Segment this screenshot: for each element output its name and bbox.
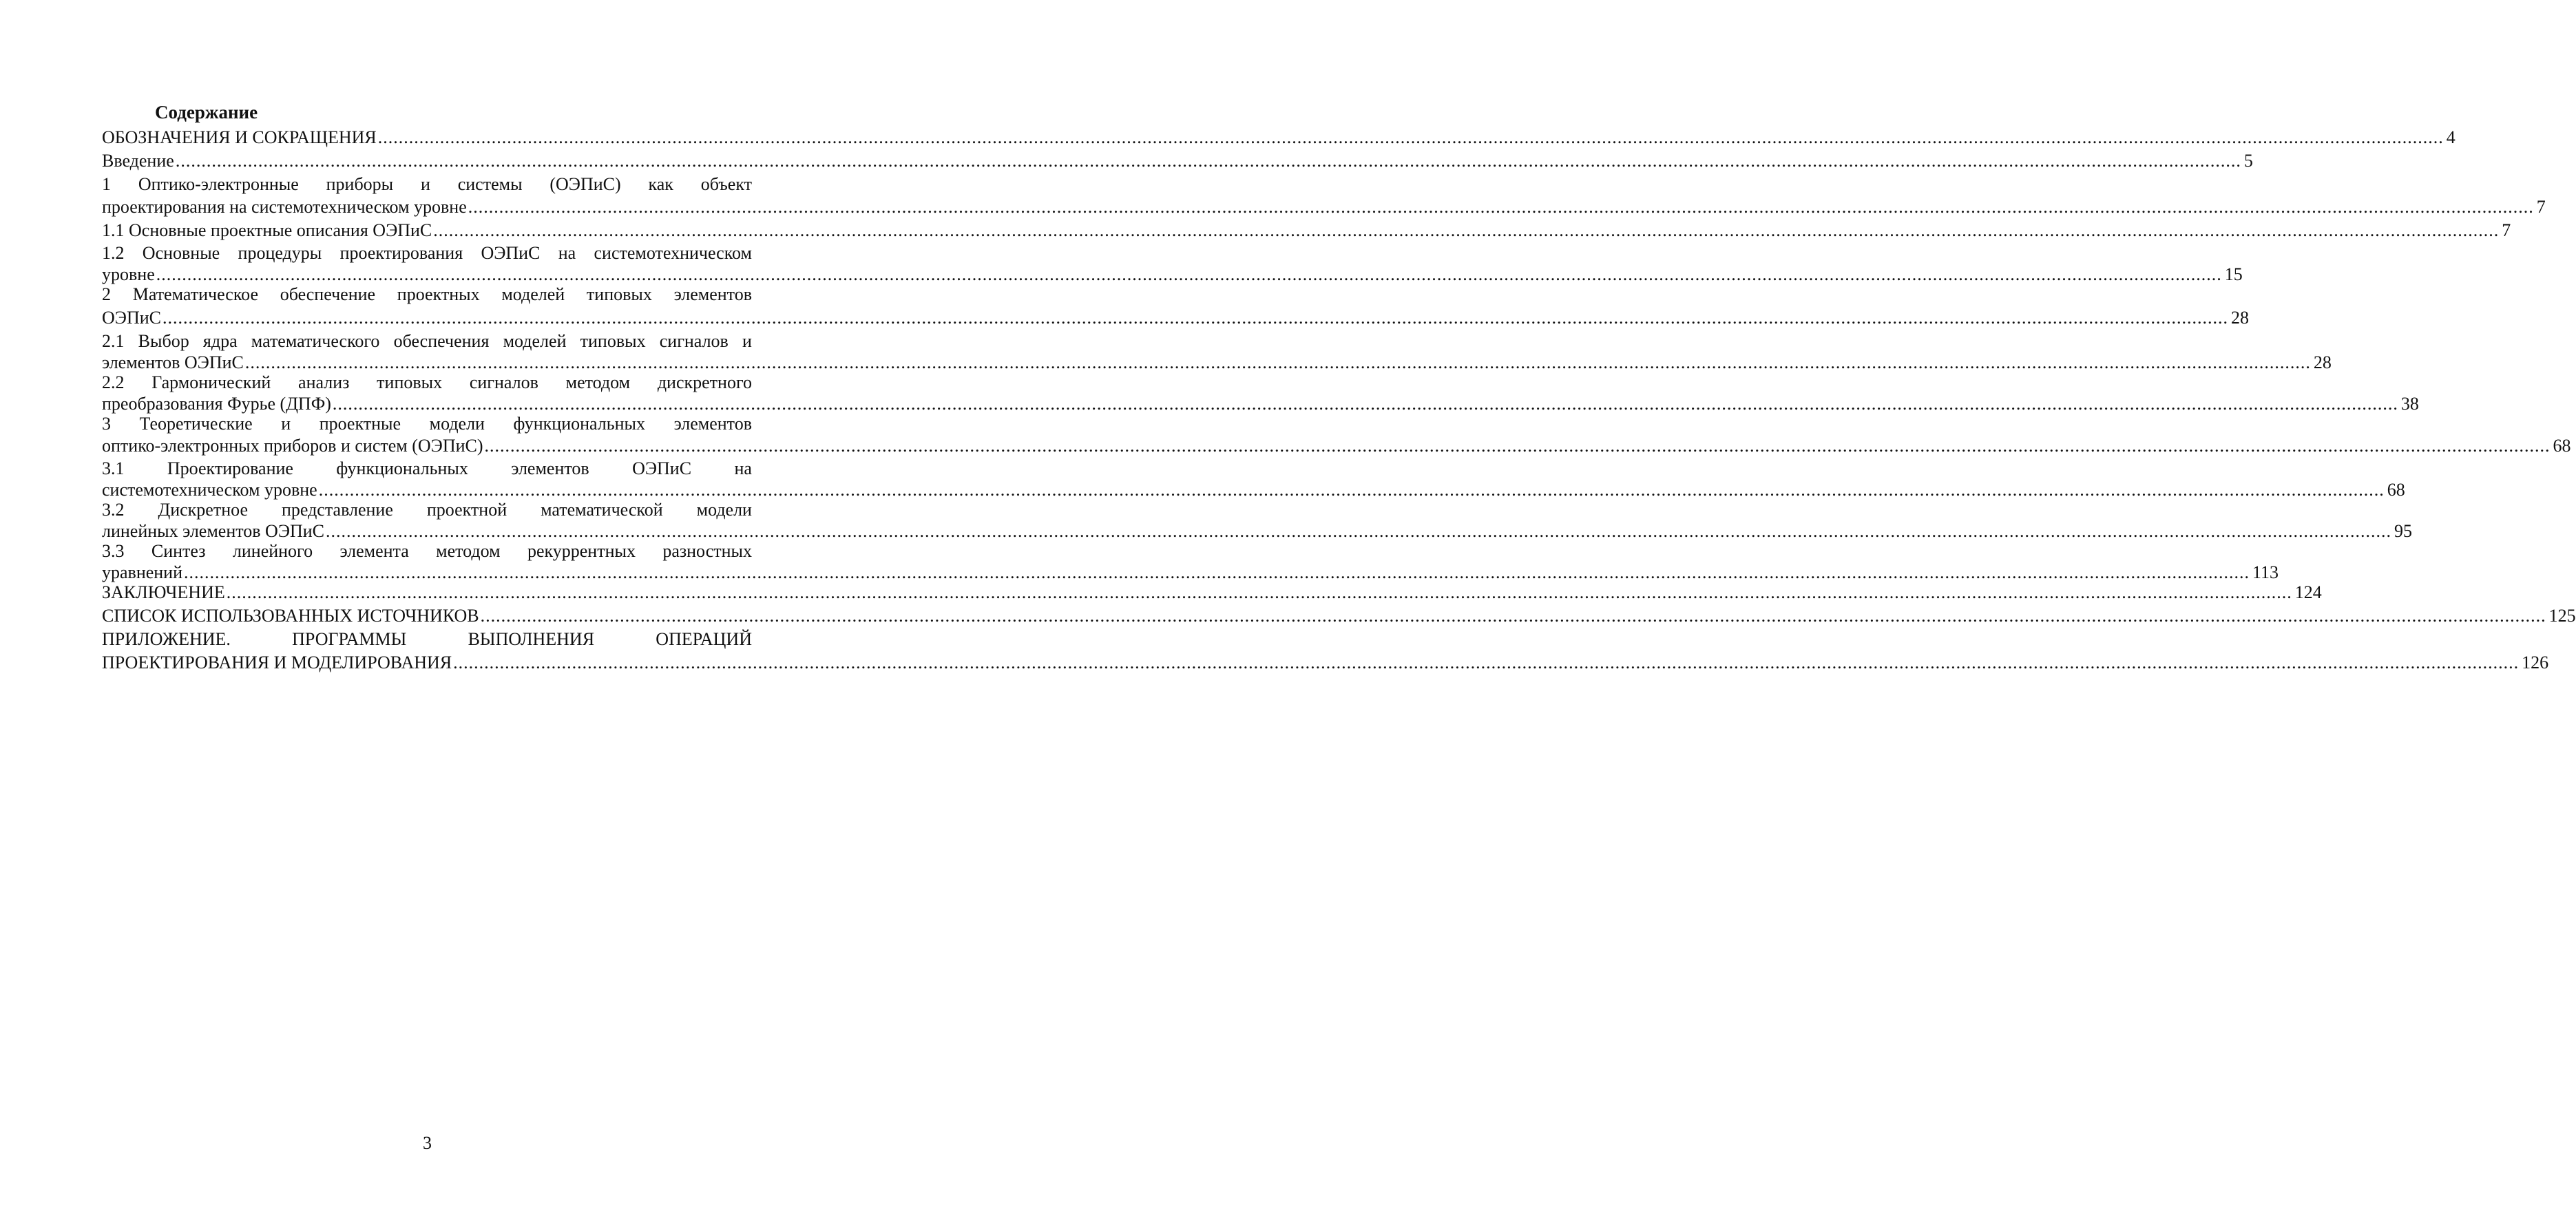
toc-entry-line bbox=[102, 604, 2576, 628]
toc-entry-line bbox=[102, 651, 2549, 675]
dot-leader: ................................................................................................................................................................................................................................................................................................................................................................................................................ bbox=[162, 308, 2228, 328]
toc-entry-line bbox=[102, 306, 2249, 330]
toc-entry-line: ПРИЛОЖЕНИЕ. ПРОГРАММЫ ВЫПОЛНЕНИЯ ОПЕРАЦИЙ bbox=[102, 629, 752, 649]
toc-page-number: 113 bbox=[2252, 562, 2279, 582]
toc-entry-text: СПИСОК ИСПОЛЬЗОВАННЫХ ИСТОЧНИКОВ bbox=[102, 606, 479, 626]
toc-entry-line bbox=[102, 126, 2455, 149]
toc-page-number: 68 bbox=[2553, 436, 2571, 456]
dot-leader: ................................................................................................................................................................................................................................................................................................................................................................................................................ bbox=[175, 151, 2241, 171]
toc-entry-text: уровне bbox=[102, 264, 155, 284]
toc-entry-line bbox=[102, 149, 2253, 173]
toc-entry-text: ОБОЗНАЧЕНИЯ И СОКРАЩЕНИЯ bbox=[102, 127, 377, 147]
dot-leader: ................................................................................................................................................................................................................................................................................................................................................................................................................ bbox=[184, 562, 2250, 582]
toc-page-number: 7 bbox=[2536, 197, 2546, 217]
page-number: 3 bbox=[423, 1133, 432, 1153]
dot-leader: ................................................................................................................................................................................................................................................................................................................................................................................................................ bbox=[156, 264, 2222, 284]
toc-entry-text: системотехническом уровне bbox=[102, 480, 317, 500]
toc-page-number: 4 bbox=[2446, 127, 2455, 147]
dot-leader: ................................................................................................................................................................................................................................................................................................................................................................................................................ bbox=[318, 480, 2385, 500]
toc-page-number: 125 bbox=[2548, 606, 2576, 626]
toc-page-number: 28 bbox=[2313, 352, 2332, 372]
dot-leader: ................................................................................................................................................................................................................................................................................................................................................................................................................ bbox=[332, 394, 2398, 414]
toc-entry-line: 3.1 Проектирование функциональных элементов ОЭПиС на bbox=[102, 458, 752, 478]
toc-entry-text: ОЭПиС bbox=[102, 308, 161, 328]
toc-entry-line: 2 Математическое обеспечение проектных моделей типовых элементов bbox=[102, 284, 752, 304]
dot-leader: ................................................................................................................................................................................................................................................................................................................................................................................................................ bbox=[468, 197, 2534, 217]
dot-leader: ................................................................................................................................................................................................................................................................................................................................................................................................................ bbox=[480, 606, 2546, 626]
toc-entry-text: ЗАКЛЮЧЕНИЕ bbox=[102, 582, 225, 602]
dot-leader: ................................................................................................................................................................................................................................................................................................................................................................................................................ bbox=[377, 127, 2444, 147]
toc-entry-line: 3.3 Синтез линейного элемента методом рекуррентных разностных bbox=[102, 541, 752, 561]
toc-entry-line: 1.2 Основные процедуры проектирования ОЭПиС на системотехническом bbox=[102, 243, 752, 263]
toc-entry-line: 3.2 Дискретное представление проектной математической модели bbox=[102, 500, 752, 520]
dot-leader: ................................................................................................................................................................................................................................................................................................................................................................................................................ bbox=[484, 436, 2551, 456]
toc-entry-text: Введение bbox=[102, 151, 174, 171]
toc-page-number: 15 bbox=[2224, 264, 2243, 284]
toc-entry-text: уравнений bbox=[102, 562, 183, 582]
toc-entry-text: 1.1 Основные проектные описания ОЭПиС bbox=[102, 220, 432, 240]
toc-entry-line bbox=[102, 581, 2322, 604]
dot-leader: ................................................................................................................................................................................................................................................................................................................................................................................................................ bbox=[433, 220, 2500, 240]
toc-page-number: 68 bbox=[2387, 480, 2405, 500]
dot-leader: ................................................................................................................................................................................................................................................................................................................................................................................................................ bbox=[226, 582, 2292, 602]
toc-page-number: 7 bbox=[2502, 220, 2511, 240]
toc-entry-line: 1 Оптико-электронные приборы и системы (ОЭПиС) как объект bbox=[102, 174, 752, 194]
dot-leader: ................................................................................................................................................................................................................................................................................................................................................................................................................ bbox=[244, 352, 2311, 372]
toc-page-number: 95 bbox=[2394, 521, 2413, 541]
toc-entry-line bbox=[102, 219, 2511, 242]
dot-leader: ................................................................................................................................................................................................................................................................................................................................................................................................................ bbox=[326, 521, 2392, 541]
dot-leader: ................................................................................................................................................................................................................................................................................................................................................................................................................ bbox=[453, 653, 2520, 672]
toc-entry-line bbox=[102, 434, 2571, 458]
toc-page-number: 5 bbox=[2243, 151, 2253, 171]
toc-entry-line: 2.1 Выбор ядра математического обеспечения моделей типовых сигналов и bbox=[102, 331, 752, 351]
toc-entry-line: 3 Теоретические и проектные модели функциональных элементов bbox=[102, 414, 752, 434]
toc-entry-text: элементов ОЭПиС bbox=[102, 352, 244, 372]
toc-entry-text: линейных элементов ОЭПиС bbox=[102, 521, 325, 541]
toc-entry-text: проектирования на системотехническом уровне bbox=[102, 197, 467, 217]
toc-entry-text: преобразования Фурье (ДПФ) bbox=[102, 394, 331, 414]
toc-page-number: 28 bbox=[2230, 308, 2249, 328]
toc-page-number: 126 bbox=[2522, 653, 2549, 672]
toc-page-number: 38 bbox=[2400, 394, 2419, 414]
toc-entry-line: 2.2 Гармонический анализ типовых сигналов методом дискретного bbox=[102, 372, 752, 392]
toc-entry-text: ПРОЕКТИРОВАНИЯ И МОДЕЛИРОВАНИЯ bbox=[102, 653, 452, 672]
toc-entry-text: оптико-электронных приборов и систем (ОЭПиС) bbox=[102, 436, 483, 456]
toc-page-number: 124 bbox=[2294, 582, 2322, 602]
toc-entry-line bbox=[102, 195, 2546, 219]
toc-title: Содержание bbox=[155, 102, 258, 123]
